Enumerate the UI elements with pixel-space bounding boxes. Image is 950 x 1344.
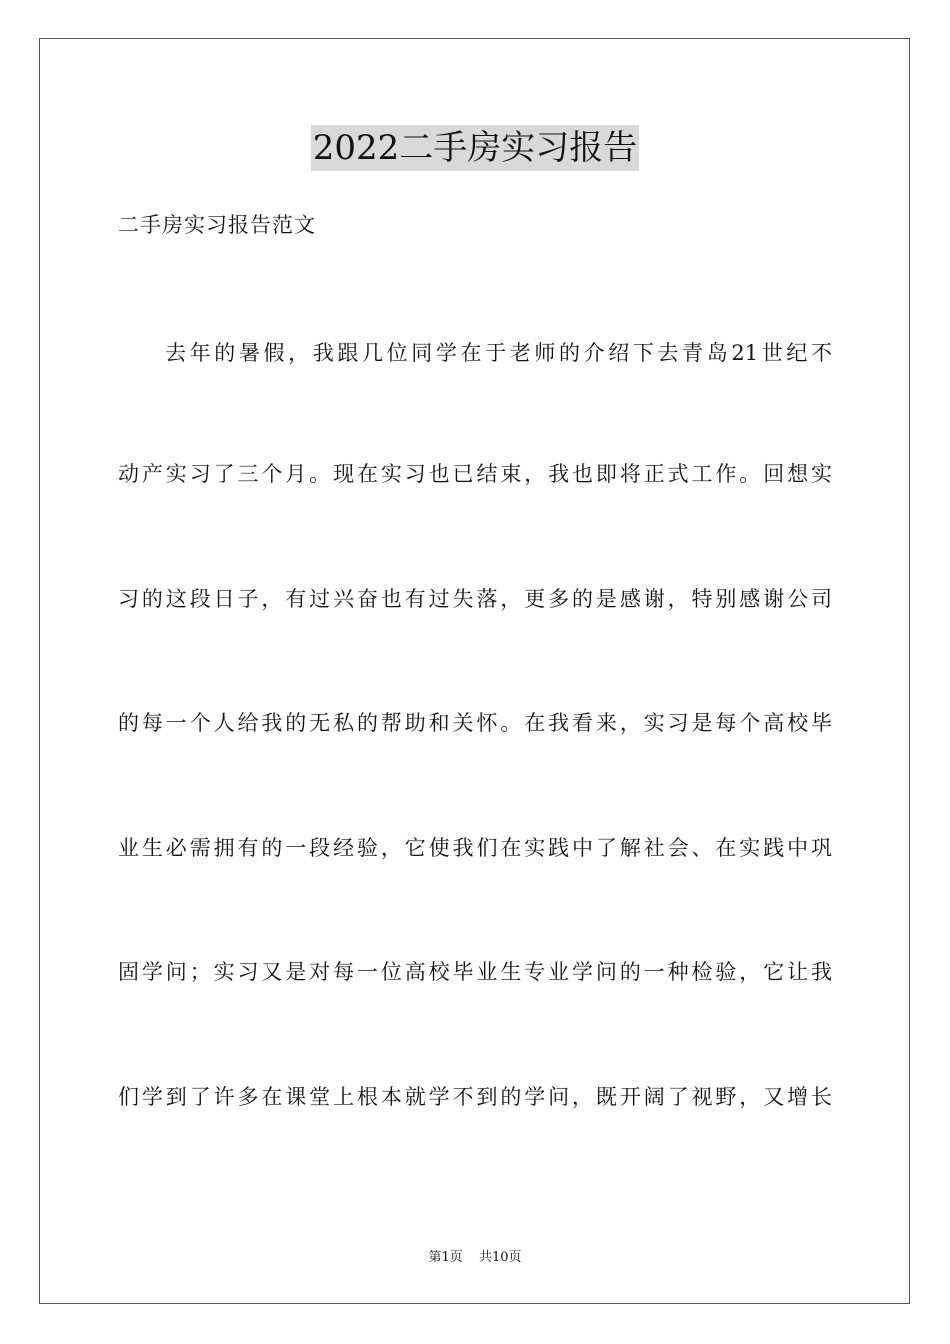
document-subtitle: 二手房实习报告范文 [118, 213, 316, 237]
paragraph-line-5: 业生必需拥有的一段经验，它使我们在实践中了解社会、在实践中巩 [118, 836, 832, 860]
paragraph-line-2: 动产实习了三个月。现在实习也已结束，我也即将正式工作。回想实 [118, 462, 832, 486]
paragraph-line-6: 固学问；实习又是对每一位高校毕业生专业学问的一种检验，它让我 [118, 960, 832, 984]
page-number-total: 共10页 [478, 1250, 522, 1265]
paragraph-line-4: 的每一个人给我的无私的帮助和关怀。在我看来，实习是每个高校毕 [118, 711, 832, 735]
paragraph-line-7: 们学到了许多在课堂上根本就学不到的学问，既开阔了视野，又增长 [118, 1085, 832, 1109]
page-number-current: 第1页 [428, 1250, 463, 1265]
document-title: 2022二手房实习报告 [311, 125, 640, 171]
title-container [0, 125, 950, 171]
paragraph-line-3: 习的这段日子，有过兴奋也有过失落，更多的是感谢，特别感谢公司 [118, 587, 832, 611]
paragraph-line-1: 去年的暑假，我跟几位同学在于老师的介绍下去青岛21世纪不 [165, 341, 832, 365]
page-footer [0, 1250, 950, 1266]
